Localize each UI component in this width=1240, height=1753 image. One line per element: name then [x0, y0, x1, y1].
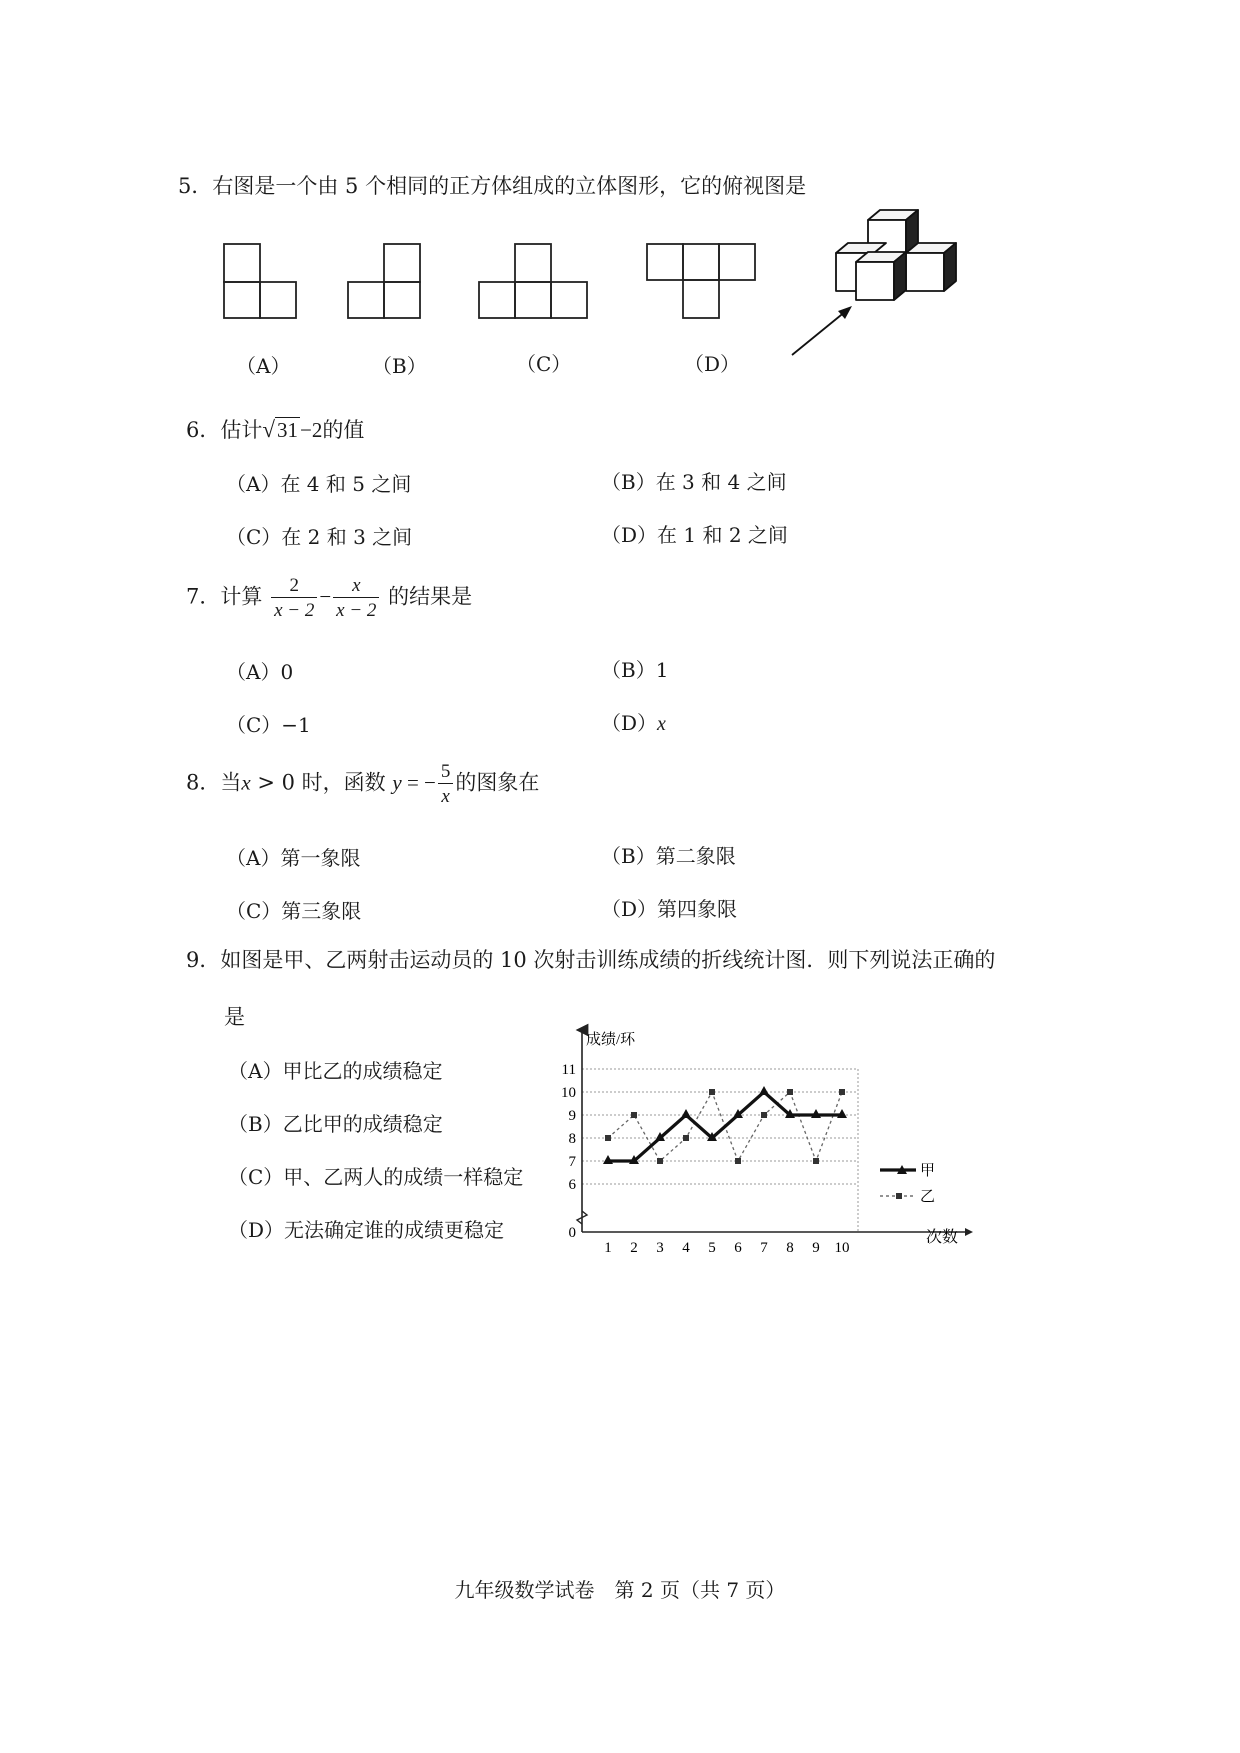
y-tick-label-9: 9: [568, 1108, 576, 1124]
x-tick-label-7: 7: [760, 1240, 768, 1256]
q6-stem-suffix: 的值: [322, 418, 365, 442]
x-tick-label-3: 3: [656, 1240, 664, 1256]
q9-option-b: （B）乙比甲的成绩稳定: [228, 1112, 443, 1136]
point-yi-7: [761, 1112, 767, 1118]
question-6-stem: [186, 414, 364, 444]
x-tick-label-2: 2: [630, 1240, 638, 1256]
x-tick-label-9: 9: [812, 1240, 820, 1256]
q6-option-b: （B）在 3 和 4 之间: [601, 470, 787, 494]
q9-option-a: （A）甲比乙的成绩稳定: [228, 1059, 443, 1083]
question-7-stem: [186, 576, 472, 620]
point-yi-4: [683, 1135, 689, 1141]
point-yi-10: [839, 1089, 845, 1095]
q7-fraction-1: $\frac{2}{x - 2}$: [271, 576, 317, 620]
q6-stem-prefix: 6．估计: [186, 418, 263, 442]
q6-option-d: （D）在 1 和 2 之间: [601, 523, 788, 547]
legend-item-yi: [880, 1189, 935, 1205]
radical-sign: √: [262, 417, 275, 442]
x-tick-label-1: 1: [604, 1240, 612, 1256]
q5-label-b: （B）: [372, 354, 427, 378]
q7-fraction-2: $\frac{x}{x - 2}$: [333, 576, 379, 620]
q9-option-d: （D）无法确定谁的成绩更稳定: [228, 1218, 505, 1242]
q6-radicand: 31: [277, 418, 298, 442]
q5-figure-d: [647, 244, 755, 318]
y-tick-label-8: 8: [568, 1131, 576, 1147]
q7-option-c: （C）−1: [226, 713, 311, 737]
point-yi-1: [605, 1135, 611, 1141]
q7-option-a: （A）0: [226, 660, 294, 684]
y-tick-label-6: 6: [568, 1177, 576, 1193]
q6-option-a: （A）在 4 和 5 之间: [226, 472, 412, 496]
x-tick-label-4: 4: [682, 1240, 690, 1256]
point-yi-2: [631, 1112, 637, 1118]
q7-minus: −: [319, 584, 332, 609]
x-tick-label-8: 8: [786, 1240, 794, 1256]
point-yi-5: [709, 1089, 715, 1095]
x-tick-label-5: 5: [708, 1240, 716, 1256]
q7-option-d: （D）x: [601, 711, 666, 735]
score-line-chart: [540, 1020, 980, 1260]
y-axis-label: 成绩/环: [586, 1032, 636, 1048]
legend: [880, 1162, 935, 1205]
legend-label-yi: 乙: [920, 1189, 936, 1205]
q5-label-c: （C）: [516, 352, 572, 376]
q5-figure-b: [348, 244, 420, 318]
x-axis-arrow: [965, 1228, 973, 1236]
q5-label-a: （A）: [236, 354, 291, 378]
series-line-jia: [608, 1092, 842, 1161]
q5-label-d: （D）: [684, 352, 741, 376]
question-9-line-2: 是: [224, 1005, 245, 1029]
y-tick-label-7: 7: [568, 1154, 576, 1170]
q8-option-a: （A）第一象限: [226, 846, 361, 870]
view-direction-arrow: [792, 306, 852, 355]
point-yi-8: [787, 1089, 793, 1095]
q5-figure-c: [479, 244, 587, 318]
q8-fraction: $\frac{5}{x}$: [438, 762, 454, 806]
question-5-text: 5．右图是一个由 5 个相同的正方体组成的立体图形，它的俯视图是: [178, 174, 807, 198]
y-tick-label-10: 10: [561, 1085, 576, 1101]
page-footer: 九年级数学试卷 第 2 页（共 7 页）: [454, 1578, 786, 1602]
y-tick-label-0: 0: [568, 1225, 576, 1241]
q6-option-c: （C）在 2 和 3 之间: [226, 525, 413, 549]
point-jia-4: [681, 1109, 691, 1118]
q7-option-d-var: x: [657, 713, 666, 735]
x-tick-label-10: 10: [834, 1240, 850, 1256]
y-tick-label-11: 11: [561, 1062, 576, 1078]
question-9-line-1: 9．如图是甲、乙两射击运动员的 10 次射击训练成绩的折线统计图．则下列说法正确的: [186, 948, 996, 972]
point-yi-3: [657, 1158, 663, 1164]
q6-stem-rest: −2: [300, 418, 323, 442]
q5-figure-a: [224, 244, 296, 318]
legend-item-jia: [880, 1162, 935, 1179]
q5-solid-figure: [836, 210, 956, 300]
q8-option-d: （D）第四象限: [601, 897, 738, 921]
legend-label-jia: 甲: [920, 1163, 936, 1179]
q9-option-c: （C）甲、乙两人的成绩一样稳定: [228, 1165, 524, 1189]
x-tick-label-6: 6: [734, 1240, 742, 1256]
q8-option-b: （B）第二象限: [601, 844, 736, 868]
q8-stem-prefix: 8．当: [186, 770, 242, 795]
q7-stem-suffix: 的结果是: [388, 584, 473, 609]
point-jia-7: [759, 1086, 769, 1095]
q8-stem-suffix: 的图象在: [455, 770, 540, 795]
x-axis-label: 次数: [926, 1229, 959, 1246]
q7-stem-prefix: 7．计算: [186, 584, 263, 609]
q5-option-figures: [0, 0, 1240, 460]
q7-option-b: （B）1: [601, 658, 669, 682]
q8-option-c: （C）第三象限: [226, 899, 362, 923]
point-yi-9: [813, 1158, 819, 1164]
question-8-stem: 8．当x > 0 时，函数 y = − $\frac{5}{x}$ 的图象在: [186, 761, 540, 807]
point-yi-6: [735, 1158, 741, 1164]
